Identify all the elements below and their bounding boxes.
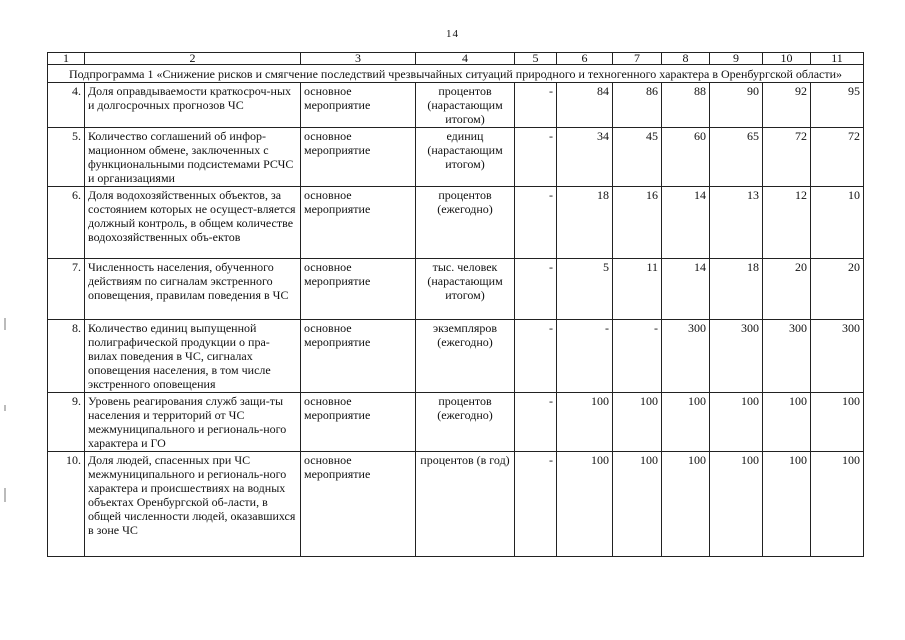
value-col-11: 20 <box>811 259 864 320</box>
indicators-table <box>47 52 864 557</box>
row-number: 7. <box>48 259 85 320</box>
row-number: 8. <box>48 320 85 393</box>
value-col-5: - <box>515 187 557 259</box>
value-col-10: 12 <box>763 187 811 259</box>
value-col-8: 14 <box>662 259 710 320</box>
table-row <box>48 452 864 557</box>
column-number-cell: 7 <box>613 53 662 65</box>
activity-type: основное мероприятие <box>301 259 416 320</box>
value-col-7: 100 <box>613 393 662 452</box>
unit-of-measure: экземпляров (ежегодно) <box>416 320 515 393</box>
table-row <box>48 393 864 452</box>
value-col-9: 100 <box>710 393 763 452</box>
value-col-8: 14 <box>662 187 710 259</box>
value-col-7: - <box>613 320 662 393</box>
scan-margin-mark <box>4 405 6 411</box>
row-number: 5. <box>48 128 85 187</box>
value-col-10: 92 <box>763 83 811 128</box>
value-col-11: 300 <box>811 320 864 393</box>
value-col-7: 100 <box>613 452 662 557</box>
value-col-6: 5 <box>557 259 613 320</box>
subprogram-title: Подпрограмма 1 «Снижение рисков и смягчение последствий чрезвычайных ситуаций природного и техногенного характера в Оренбургской области» <box>48 65 864 83</box>
indicator-name: Количество соглашений об инфор-мационном обмене, заключенных с функциональными подсистемами РСЧС и организациями <box>85 128 301 187</box>
value-col-10: 300 <box>763 320 811 393</box>
value-col-8: 100 <box>662 393 710 452</box>
column-number-cell: 1 <box>48 53 85 65</box>
value-col-11: 10 <box>811 187 864 259</box>
table-row <box>48 259 864 320</box>
value-col-9: 300 <box>710 320 763 393</box>
column-number-cell: 10 <box>763 53 811 65</box>
value-col-8: 88 <box>662 83 710 128</box>
value-col-6: - <box>557 320 613 393</box>
table-row <box>48 187 864 259</box>
activity-type: основное мероприятие <box>301 320 416 393</box>
value-col-11: 100 <box>811 452 864 557</box>
indicator-name: Доля оправдываемости краткосроч-ных и долгосрочных прогнозов ЧС <box>85 83 301 128</box>
value-col-6: 84 <box>557 83 613 128</box>
column-number-cell: 2 <box>85 53 301 65</box>
value-col-10: 100 <box>763 452 811 557</box>
indicator-name: Доля людей, спасенных при ЧС межмуниципального и региональ-ного характера и происшествиях на водных объектах Оренбургской об-ласти, в общей численности людей, оказавшихся в зоне ЧС <box>85 452 301 557</box>
activity-type: основное мероприятие <box>301 393 416 452</box>
value-col-11: 72 <box>811 128 864 187</box>
row-number: 10. <box>48 452 85 557</box>
indicator-name: Количество единиц выпущенной полиграфической продукции о пра-вилах поведения в ЧС, сигналах оповещения населения, в том числе экстренного оповещения <box>85 320 301 393</box>
value-col-8: 100 <box>662 452 710 557</box>
value-col-9: 100 <box>710 452 763 557</box>
value-col-11: 100 <box>811 393 864 452</box>
value-col-6: 34 <box>557 128 613 187</box>
page-number: 14 <box>446 28 459 40</box>
value-col-9: 90 <box>710 83 763 128</box>
value-col-8: 60 <box>662 128 710 187</box>
table-row <box>48 83 864 128</box>
value-col-6: 100 <box>557 452 613 557</box>
indicator-name: Уровень реагирования служб защи-ты населения и территорий от ЧС межмуниципального и региональ-ного характера и ГО <box>85 393 301 452</box>
value-col-6: 100 <box>557 393 613 452</box>
value-col-8: 300 <box>662 320 710 393</box>
value-col-5: - <box>515 259 557 320</box>
column-number-cell: 8 <box>662 53 710 65</box>
table-row <box>48 128 864 187</box>
indicator-name: Доля водохозяйственных объектов, за состоянием которых не осущест-вляется должный контроль, в общем количестве водохозяйственных объ-ектов <box>85 187 301 259</box>
row-number: 4. <box>48 83 85 128</box>
table-row <box>48 320 864 393</box>
row-number: 6. <box>48 187 85 259</box>
activity-type: основное мероприятие <box>301 452 416 557</box>
activity-type: основное мероприятие <box>301 83 416 128</box>
indicator-name: Численность населения, обученного действиям по сигналам экстренного оповещения, правилам поведения в ЧС <box>85 259 301 320</box>
value-col-5: - <box>515 320 557 393</box>
value-col-7: 16 <box>613 187 662 259</box>
value-col-5: - <box>515 393 557 452</box>
scan-margin-mark <box>4 318 6 330</box>
scan-margin-mark <box>4 488 6 502</box>
value-col-5: - <box>515 83 557 128</box>
unit-of-measure: единиц (нарастающим итогом) <box>416 128 515 187</box>
column-number-cell: 6 <box>557 53 613 65</box>
column-number-cell: 5 <box>515 53 557 65</box>
value-col-5: - <box>515 128 557 187</box>
subprogram-row <box>48 65 864 83</box>
activity-type: основное мероприятие <box>301 128 416 187</box>
unit-of-measure: процентов (в год) <box>416 452 515 557</box>
value-col-7: 11 <box>613 259 662 320</box>
value-col-11: 95 <box>811 83 864 128</box>
value-col-10: 100 <box>763 393 811 452</box>
value-col-6: 18 <box>557 187 613 259</box>
value-col-7: 86 <box>613 83 662 128</box>
value-col-10: 20 <box>763 259 811 320</box>
unit-of-measure: процентов (ежегодно) <box>416 187 515 259</box>
value-col-9: 13 <box>710 187 763 259</box>
value-col-5: - <box>515 452 557 557</box>
unit-of-measure: тыс. человек (нарастающим итогом) <box>416 259 515 320</box>
column-number-row <box>48 53 864 65</box>
unit-of-measure: процентов (ежегодно) <box>416 393 515 452</box>
row-number: 9. <box>48 393 85 452</box>
value-col-10: 72 <box>763 128 811 187</box>
column-number-cell: 11 <box>811 53 864 65</box>
value-col-7: 45 <box>613 128 662 187</box>
column-number-cell: 4 <box>416 53 515 65</box>
value-col-9: 18 <box>710 259 763 320</box>
column-number-cell: 9 <box>710 53 763 65</box>
value-col-9: 65 <box>710 128 763 187</box>
column-number-cell: 3 <box>301 53 416 65</box>
activity-type: основное мероприятие <box>301 187 416 259</box>
unit-of-measure: процентов (нарастающим итогом) <box>416 83 515 128</box>
